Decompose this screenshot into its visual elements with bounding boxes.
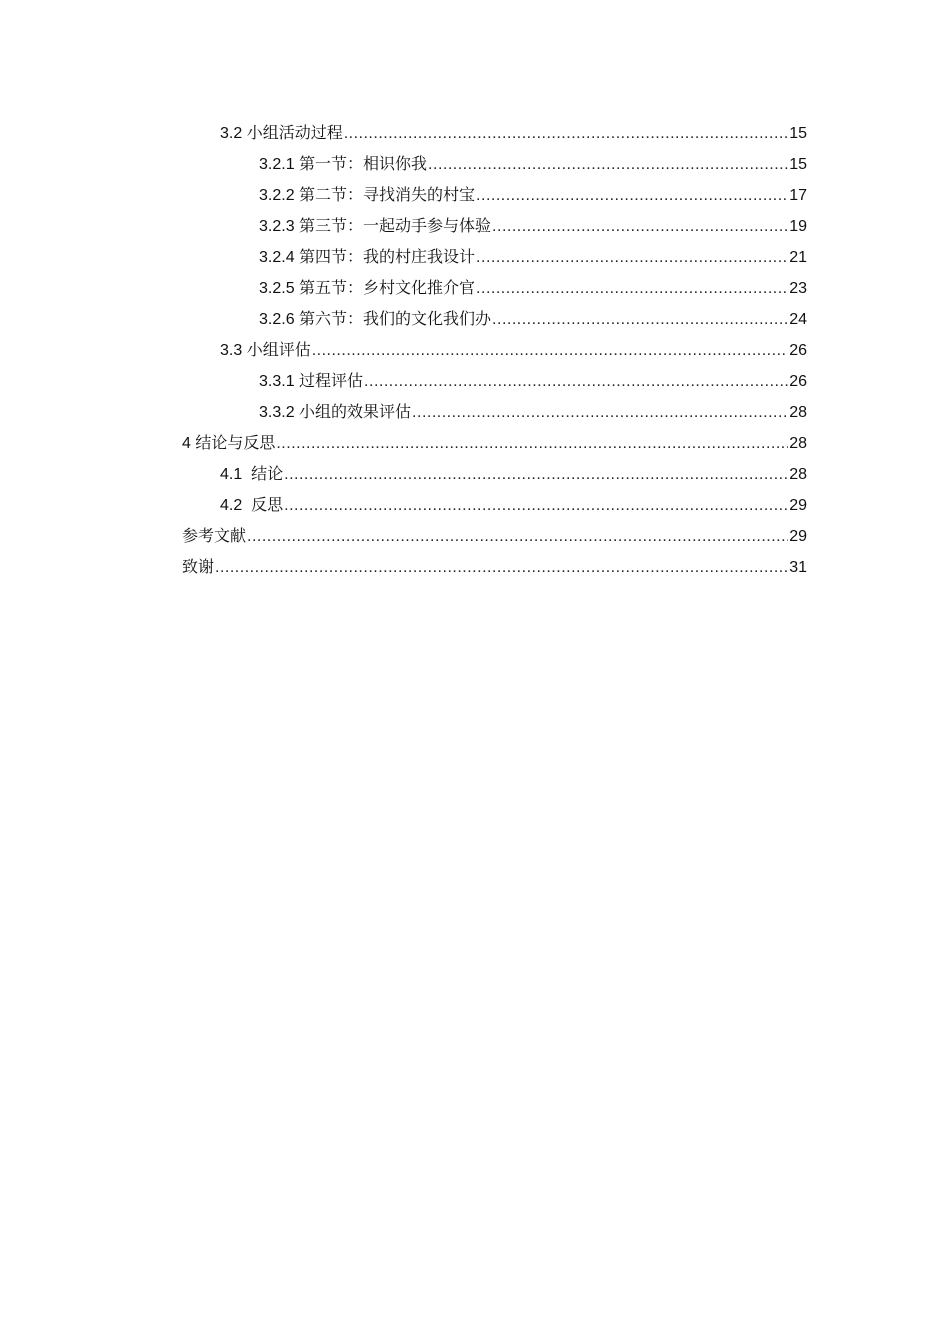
toc-entry-page: 24 (789, 311, 807, 328)
toc-leader-dots (284, 465, 788, 485)
toc-entry-page: 29 (789, 528, 807, 545)
toc-leader-dots (276, 434, 788, 454)
toc-entry-title: 3.3 小组评估 (220, 342, 311, 359)
toc-entry[interactable] (0, 547, 950, 578)
toc-leader-dots (492, 217, 788, 237)
toc-entry-title: 3.2.6 第六节：我们的文化我们办 (259, 311, 492, 328)
toc-entry-page: 29 (789, 497, 807, 514)
toc-entry-title: 3.2.3 第三节：一起动手参与体验 (259, 218, 492, 235)
toc-entry-title: 4 结论与反思 (182, 435, 276, 452)
toc-entry[interactable] (0, 237, 950, 268)
toc-entry-title: 参考文献 (182, 528, 247, 545)
toc-entry[interactable] (0, 206, 950, 237)
toc-entry[interactable] (0, 175, 950, 206)
toc-entry-page: 21 (789, 249, 807, 266)
toc-entry-page: 15 (789, 125, 807, 142)
toc-entry-title: 3.2.5 第五节：乡村文化推介官 (259, 280, 476, 297)
toc-entry-page: 28 (789, 435, 807, 452)
toc-entry[interactable] (0, 423, 950, 454)
toc-entry[interactable] (0, 516, 950, 547)
toc-entry-title: 3.2 小组活动过程 (220, 125, 343, 142)
toc-entry-title: 致谢 (182, 559, 215, 576)
toc-entry-page: 26 (789, 342, 807, 359)
toc-leader-dots (428, 155, 788, 175)
table-of-contents (0, 113, 950, 578)
toc-entry-title: 3.2.4 第四节：我的村庄我设计 (259, 249, 476, 266)
toc-leader-dots (344, 124, 789, 144)
toc-entry[interactable] (0, 113, 950, 144)
toc-entry-title: 3.3.2 小组的效果评估 (259, 404, 412, 421)
toc-entry-page: 28 (789, 466, 807, 483)
toc-entry-page: 17 (789, 187, 807, 204)
toc-entry[interactable] (0, 485, 950, 516)
toc-entry[interactable] (0, 392, 950, 423)
toc-leader-dots (215, 558, 788, 578)
toc-entry[interactable] (0, 330, 950, 361)
toc-leader-dots (312, 341, 789, 361)
toc-leader-dots (476, 248, 788, 268)
toc-entry-page: 19 (789, 218, 807, 235)
toc-entry-title: 4.2 反思 (220, 497, 284, 514)
toc-entry-title: 3.3.1 过程评估 (259, 373, 364, 390)
toc-leader-dots (476, 186, 788, 206)
toc-leader-dots (247, 527, 788, 547)
toc-entry-title: 3.2.2 第二节：寻找消失的村宝 (259, 187, 476, 204)
toc-entry[interactable] (0, 454, 950, 485)
toc-leader-dots (364, 372, 788, 392)
toc-leader-dots (412, 403, 788, 423)
toc-leader-dots (476, 279, 788, 299)
toc-leader-dots (284, 496, 788, 516)
toc-entry[interactable] (0, 268, 950, 299)
toc-entry-page: 15 (789, 156, 807, 173)
toc-entry-page: 26 (789, 373, 807, 390)
toc-entry-page: 31 (789, 559, 807, 576)
toc-entry[interactable] (0, 361, 950, 392)
toc-entry[interactable] (0, 299, 950, 330)
toc-entry-page: 23 (789, 280, 807, 297)
toc-entry[interactable] (0, 144, 950, 175)
toc-entry-title: 4.1 结论 (220, 466, 284, 483)
toc-entry-title: 3.2.1 第一节：相识你我 (259, 156, 428, 173)
toc-leader-dots (492, 310, 788, 330)
toc-entry-page: 28 (789, 404, 807, 421)
